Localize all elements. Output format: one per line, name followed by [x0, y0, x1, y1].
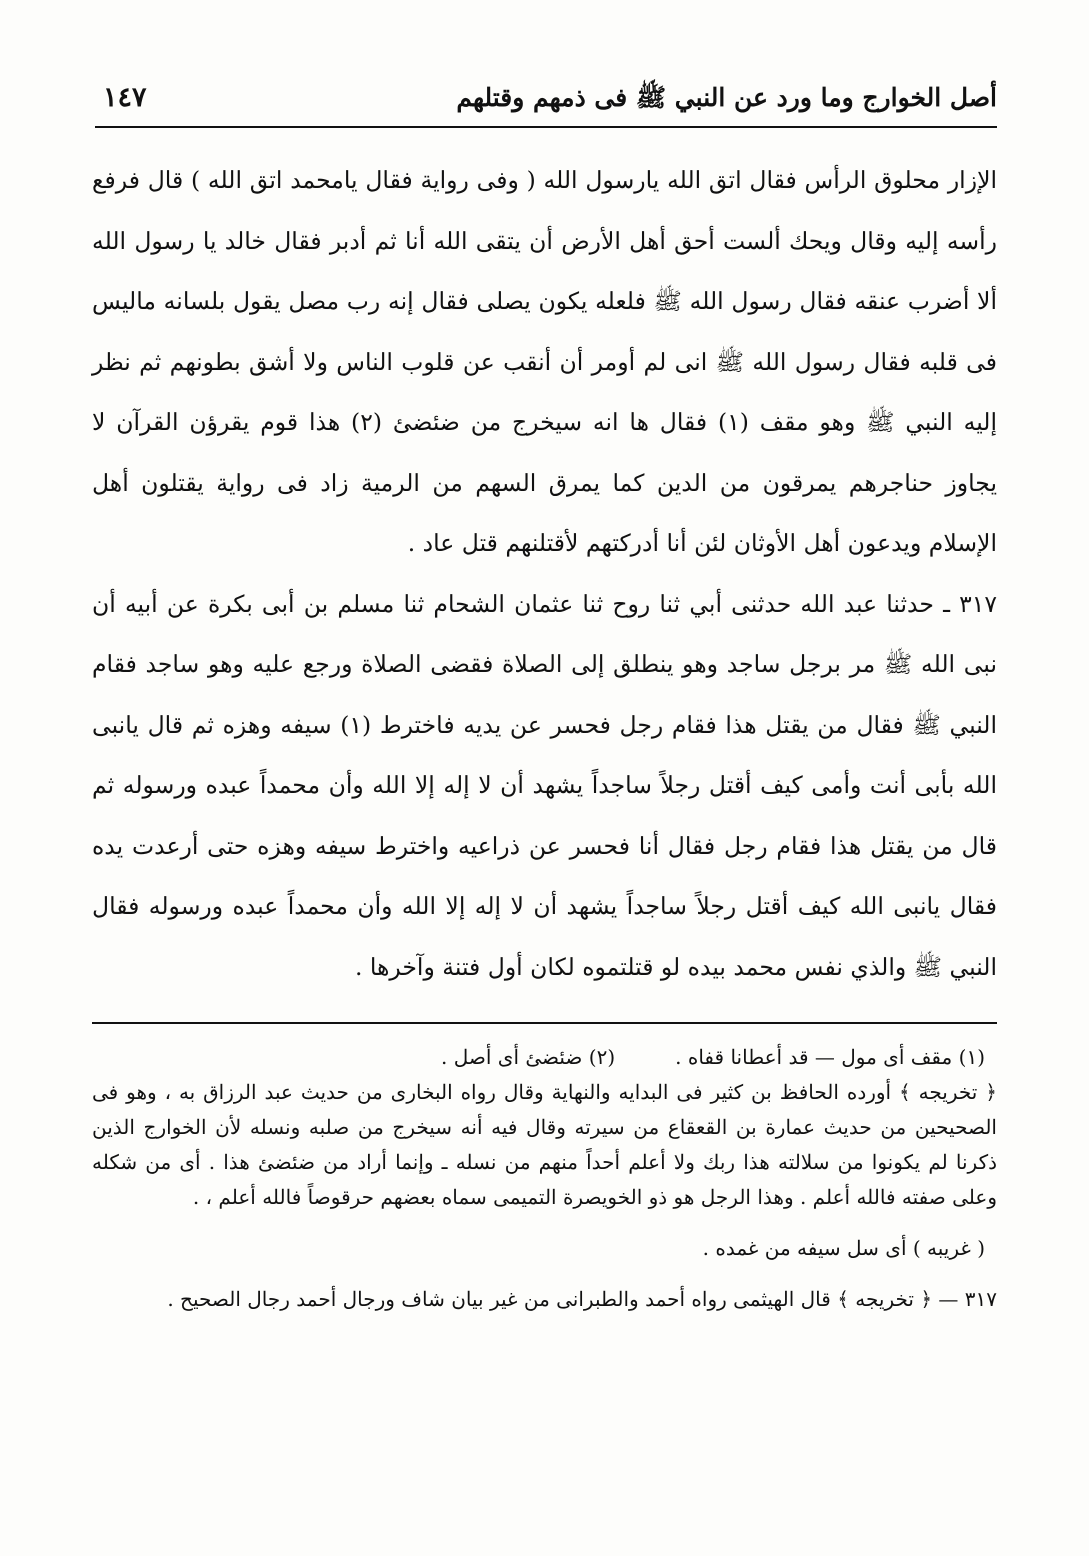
takhrij-317: ٣١٧ — ﴿ تخريجه ﴾ قال الهيثمى رواه أحمد والطبرانى من غير بيان شاف ورجال أحمد رجال الصحيح . [167, 1287, 997, 1311]
hadith-317: ٣١٧ ـ حدثنا عبد الله حدثنى أبي ثنا روح ثنا عثمان الشحام ثنا مسلم بن أبى بكرة عن أبيه أن نبى الله ﷺ مر برجل ساجد وهو ينطلق إلى الصلاة فقضى الصلاة ورجع عليه وهو ساجد فقام النبي ﷺ فقال من يقتل هذا فقام رجل فحسر عن يديه فاخترط (١) سيفه وهزه ثم قال يانبى الله بأبى أنت وأمى كيف أقتل رجلاً ساجداً يشهد أن لا إله إلا الله وأن محمداً عبده ورسوله ثم قال من يقتل هذا فقام رجل فقال أنا فحسر عن ذراعيه واخترط سيفه وهزه حتى أرعدت يده فقال يانبى الله كيف أقتل رجلاً ساجداً يشهد أن لا إله إلا الله وأن محمداً عبده ورسوله فقال النبي ﷺ والذي نفس محمد بيده لو قتلتموه لكان أول فتنة وآخرها . [92, 589, 997, 981]
ghareeb-note: ( غريبه ) أى سل سيفه من غمده . [702, 1236, 985, 1260]
footnote-divider [92, 1022, 997, 1024]
page-header [95, 78, 997, 128]
footnote-row [92, 1040, 997, 1075]
page-number: ١٤٧ [103, 82, 147, 113]
paragraph-continuation: الإزار محلوق الرأس فقال اتق الله يارسول الله ( وفى رواية فقال يامحمد اتق الله ) قال فرفع رأسه إليه وقال ويحك ألست أحق أهل الأرض أن يتقى الله أنا ثم أدبر فقال خالد يا رسول الله ألا أضرب عنقه فقال رسول الله ﷺ فلعله يكون يصلى فقال إنه رب مصل يقول بلسانه ماليس فى قلبه فقال رسول الله ﷺ انى لم أومر أن أنقب عن قلوب الناس ولا أشق بطونهم ثم نظر إليه النبي ﷺ وهو مقف (١) فقال ها انه سيخرج من ضئضئ (٢) هذا قوم يقرؤن القرآن لا يجاوز حناجرهم يمرقون من الدين كما يمرق السهم من الرمية زاد فى رواية يقتلون أهل الإسلام ويدعون أهل الأوثان لئن أنا أدركتهم لأقتلنهم قتل عاد . [92, 166, 998, 557]
footnote-2: (٢) ضئضئ أى أصل . [441, 1045, 616, 1069]
footnotes [92, 1040, 997, 1317]
main-text [92, 150, 997, 997]
footnote-1: (١) مقف أى مول — قد أعطانا قفاه . [675, 1045, 985, 1069]
running-title: أصل الخوارج وما ورد عن النبي ﷺ فى ذمهم وقتلهم [456, 83, 997, 112]
takhrij-316: ﴿ تخريجه ﴾ أورده الحافظ بن كثير فى البدايه والنهاية وقال رواه البخارى من حديث عبد الرزاق به ، وهو فى الصحيحين من حديث عمارة بن القعقاع من سيرته وقال فيه أنه سيخرج من صلبه ونسله لأن الخوارج الذين ذكرنا لم يكونوا من سلالته هذا ربك ولا أعلم أحداً منهم من نسله ـ وإنما أراد من ضئضئ هذا . أى من شكله وعلى صفته فالله أعلم . وهذا الرجل هو ذو الخويصرة التميمى سماه بعضهم حرقوصاً فالله أعلم ، . [92, 1080, 997, 1209]
